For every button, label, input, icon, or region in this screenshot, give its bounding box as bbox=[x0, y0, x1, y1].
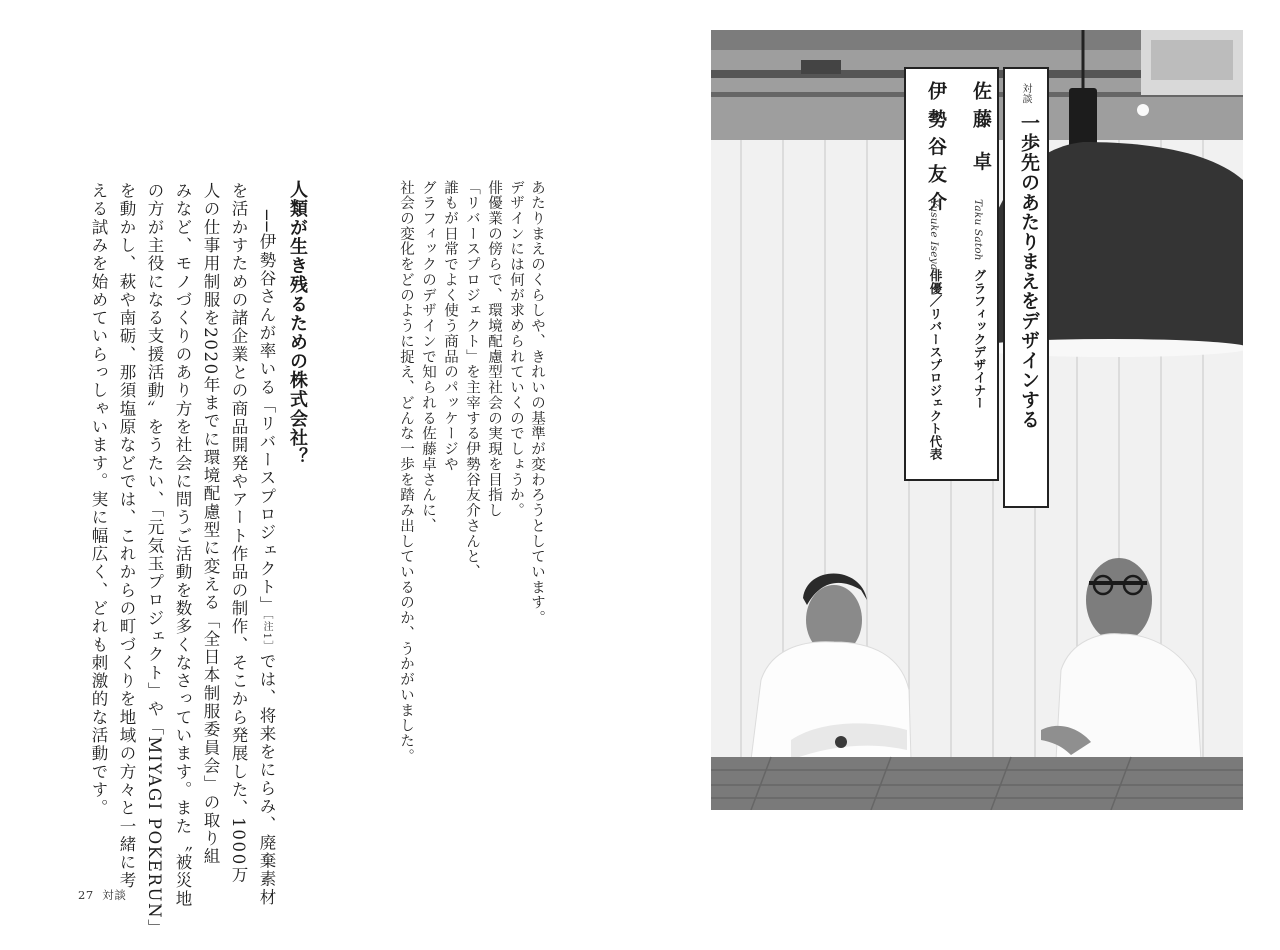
body-line: 人の仕事用制服を2020年までに環境配慮型に変える「全日本制服委員会」の取り組 bbox=[201, 182, 220, 866]
lead-line: あたりまえのくらしや、きれいの基準が変わろうとしています。 bbox=[529, 180, 545, 626]
section-heading: 人類が生き残るための株式会社？ bbox=[287, 180, 308, 467]
person-name: 伊勢谷友介 bbox=[925, 81, 947, 219]
body-line: を動かし、萩や南砺、那須塩原などでは、これからの町づくりを地域の方々と一緒に考 bbox=[117, 182, 136, 890]
body-line: の方が主役になる支援活動〟をうたい、「元気玉プロジェクト」や「MIYAGI POKERUN」 bbox=[145, 182, 164, 938]
lead-line: グラフィックのデザインで知られる佐藤卓さんに、 bbox=[420, 180, 436, 534]
title-box bbox=[1003, 67, 1049, 508]
note-marker: ［注1］ bbox=[261, 614, 272, 653]
body-line: える試みを始めていらっしゃいます。実に幅広く、どれも刺激的な活動です。 bbox=[89, 182, 108, 818]
person-role: 俳優／リバースプロジェクト代表 bbox=[928, 269, 943, 461]
person-role: グラフィックデザイナー bbox=[972, 269, 987, 410]
person-roman: Taku Satoh bbox=[972, 199, 984, 261]
interview-tag: 対談 bbox=[1020, 83, 1031, 105]
body-line-text: ──伊勢谷さんが率いる「リバースプロジェクト」 bbox=[257, 210, 276, 615]
body-line-text: では、将来をにらみ、廃棄素材 bbox=[257, 652, 276, 907]
lead-line: 誰もが日常でよく使う商品のパッケージや bbox=[442, 180, 458, 473]
lead-line: 「リバースプロジェクト」を主宰する伊勢谷友介さんと、 bbox=[464, 180, 480, 580]
page-title: 一歩先のあたりまえをデザインする bbox=[1018, 113, 1040, 430]
person-roman: Yusuke Iseya bbox=[928, 199, 940, 271]
names-box bbox=[904, 67, 999, 481]
interview-photo bbox=[711, 30, 1243, 810]
lead-line: 社会の変化をどのように捉え、どんな一歩を踏み出しているのか、うかがいました。 bbox=[398, 180, 414, 765]
lead-line: デザインには何が求められていくのでしょうか。 bbox=[508, 180, 524, 519]
lead-line: 俳優業の傍らで、環境配慮型社会の実現を目指し bbox=[486, 180, 502, 519]
body-line bbox=[254, 210, 278, 906]
page-folio bbox=[78, 887, 126, 903]
body-line: を活かすための諸企業との商品開発やアート作品の制作、そこから発展した、1000万 bbox=[229, 182, 248, 884]
folio-section: 対談 bbox=[102, 888, 127, 902]
person-name: 佐藤 卓 bbox=[970, 81, 992, 179]
page-number: 27 bbox=[78, 888, 94, 902]
body-line: みなど、モノづくりのあり方を社会に問うご活動を数多くなさっています。また〝被災地 bbox=[173, 182, 192, 908]
